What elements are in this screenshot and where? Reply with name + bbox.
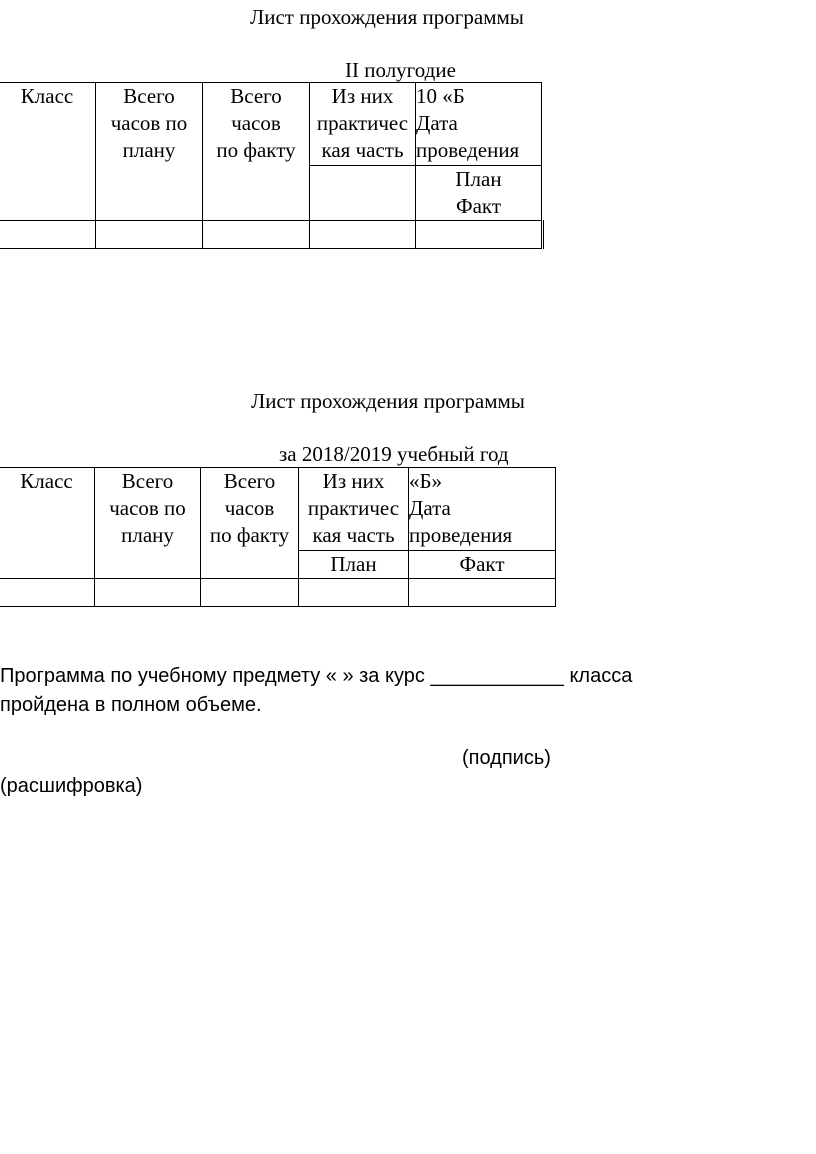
table1-title: Лист прохождения программы: [250, 5, 524, 29]
table2-header-plan: План: [299, 551, 409, 579]
table2-header-plan-hours: Всего часов по плану: [95, 468, 201, 579]
table2-header-fact: Факт: [409, 551, 556, 579]
table1-edge: [541, 220, 544, 249]
table2-data-cell[interactable]: [409, 579, 556, 607]
table1-header-fact-hours: Всего часов по факту: [203, 83, 310, 221]
table1: [0, 82, 542, 249]
table2-data-cell[interactable]: [0, 579, 95, 607]
table1-header-class: Класс: [0, 83, 96, 221]
table2: [0, 467, 556, 607]
table2-header-fact-hours: Всего часов по факту: [201, 468, 299, 579]
table1-data-cell[interactable]: [0, 221, 96, 249]
table2-title: Лист прохождения программы: [251, 389, 525, 413]
table1-data-cell[interactable]: [310, 221, 416, 249]
footer-decode: (расшифровка): [0, 775, 143, 797]
table1-header-plan-hours: Всего часов по плану: [96, 83, 203, 221]
table2-header-practical: Из них практичес кая часть: [299, 468, 409, 551]
table2-subtitle: за 2018/2019 учебный год: [279, 442, 509, 466]
table2-data-cell[interactable]: [201, 579, 299, 607]
table2-data-cell[interactable]: [299, 579, 409, 607]
table1-header-plan-fact: План Факт: [416, 166, 542, 221]
table1-practical-sub: [310, 166, 416, 221]
table1-header-date: 10 «Б Дата проведения: [416, 83, 542, 166]
footer-line1: Программа по учебному предмету « » за курс ____________ класса: [0, 665, 633, 687]
table1-header-practical: Из них практичес кая часть: [310, 83, 416, 166]
table2-data-cell[interactable]: [95, 579, 201, 607]
table1-data-cell[interactable]: [416, 221, 542, 249]
footer-line2: пройдена в полном объеме.: [0, 694, 262, 716]
table2-header-date: «Б» Дата проведения: [409, 468, 556, 551]
table1-data-cell[interactable]: [96, 221, 203, 249]
table2-header-class: Класс: [0, 468, 95, 579]
table1-subtitle: II полугодие: [345, 58, 456, 82]
table1-data-cell[interactable]: [203, 221, 310, 249]
footer-signature: (подпись): [462, 747, 551, 769]
